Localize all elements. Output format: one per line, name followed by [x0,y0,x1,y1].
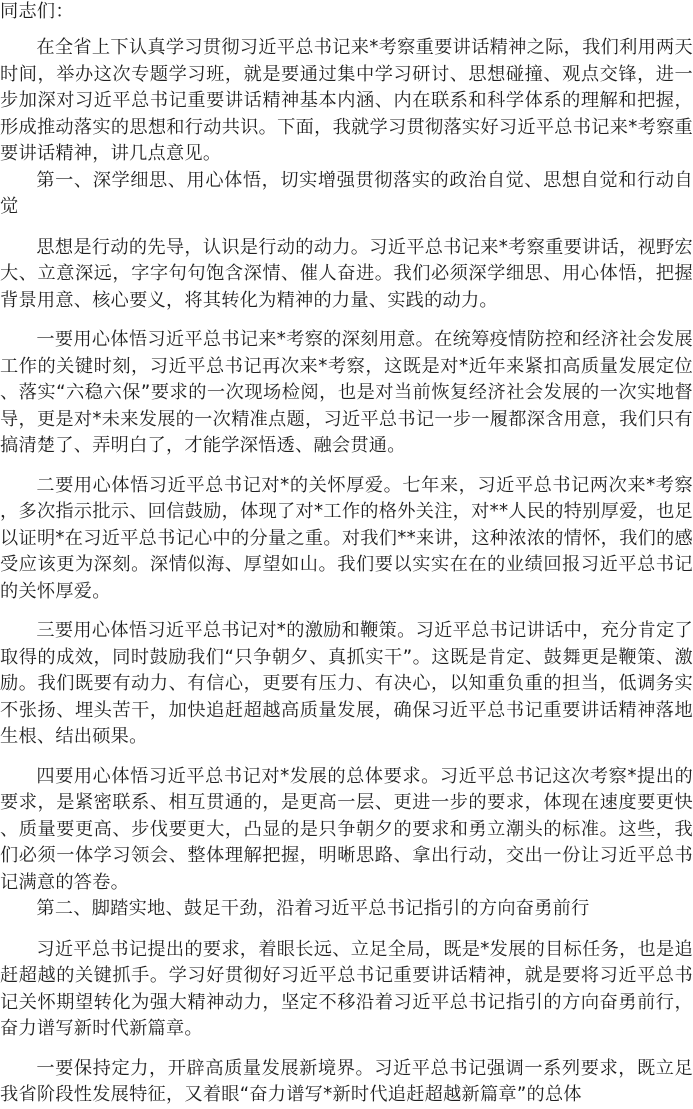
body-paragraph: 三要用心体悟习近平总书记对*的激励和鞭策。习近平总书记讲话中，充分肯定了取得的成效，同时鼓励我们“只争朝夕、真抓实干”。这既是肯定、鼓舞更是鞭策、激励。我们既要有动力、有信心，更要有压力、有决心，以知重负重的担当，低调务实不张扬、埋头苦干，加快追赶超越高质量发展，确保习近平总书记重要讲话精神落地生根、结出硕果。 [0,620,693,747]
section-heading-1: 第一、深学细思、用心体悟，切实增强贯彻落实的政治自觉、思想自觉和行动自觉 [0,169,693,217]
body-paragraph: 思想是行动的先导，认识是行动的动力。习近平总书记来*考察重要讲话，视野宏大、立意深远，字字句句饱含深情、催人奋进。我们必须深学细思、用心体悟，把握背景用意、核心要义，将其转化为精神的力量、实践的动力。 [0,236,693,311]
intro-paragraph: 在全省上下认真学习贯彻习近平总书记来*考察重要讲话精神之际，我们利用两天时间，举办这次专题学习班，就是要通过集中学习研讨、思想碰撞、观点交锋，进一步加深对习近平总书记重要讲话精神基本内涵、内在联系和科学体系的理解和把握，形成推动落实的思想和行动共识。下面，我就学习贯彻落实好习近平总书记来*考察重要讲话精神，讲几点意见。 [0,37,693,164]
body-paragraph: 一要用心体悟习近平总书记来*考察的深刻用意。在统筹疫情防控和经济社会发展工作的关键时刻，习近平总书记再次来*考察，这既是对*近年来紧扣高质量发展定位、落实“六稳六保”要求的一次现场检阅，也是对当前恢复经济社会发展的一次实地督导，更是对*未来发展的一次精准点题，习近平总书记一步一履都深含用意，我们只有搞清楚了、弄明白了，才能学深悟透、融会贯通。 [0,329,693,456]
body-paragraph: 习近平总书记提出的要求，着眼长远、立足全局，既是*发展的目标任务，也是追赶超越的关键抓手。学习好贯彻好习近平总书记重要讲话精神，就是要将习近平总书记关怀期望转化为强大精神动力，坚定不移沿着习近平总书记指引的方向奋勇前行，奋力谱写新时代新篇章。 [0,938,693,1039]
section-heading-2: 第二、脚踏实地、鼓足干劲，沿着习近平总书记指引的方向奋勇前行 [36,898,590,919]
body-paragraph: 二要用心体悟习近平总书记对*的关怀厚爱。七年来，习近平总书记两次来*考察，多次指示批示、回信鼓励，体现了对*工作的格外关注，对**人民的特别厚爱，也足以证明*在习近平总书记心中的分量之重。对我们**来讲，这种浓浓的情怀，我们的感受应该更为深刻。深情似海、厚望如山。我们要以实实在在的业绩回报习近平总书记的关怀厚爱。 [0,474,693,602]
body-paragraph-truncated: 一要保持定力，开辟高质量发展新境界。习近平总书记强调一系列要求，既立足我省阶段性发展特征，又着眼“奋力谱写*新时代追赶超越新篇章”的总体 [0,1057,693,1105]
greeting: 同志们： [0,1,74,22]
body-paragraph: 四要用心体悟习近平总书记对*发展的总体要求。习近平总书记这次考察*提出的要求，是紧密联系、相互贯通的，是更高一层、更进一步的要求，体现在速度要更快、质量要更高、步伐要更大，凸显的是只争朝夕的要求和勇立潮头的标准。这些，我们必须一体学习领会、整体理解把握，明晰思路、拿出行动，交出一份让习近平总书记满意的答卷。 [0,765,693,893]
